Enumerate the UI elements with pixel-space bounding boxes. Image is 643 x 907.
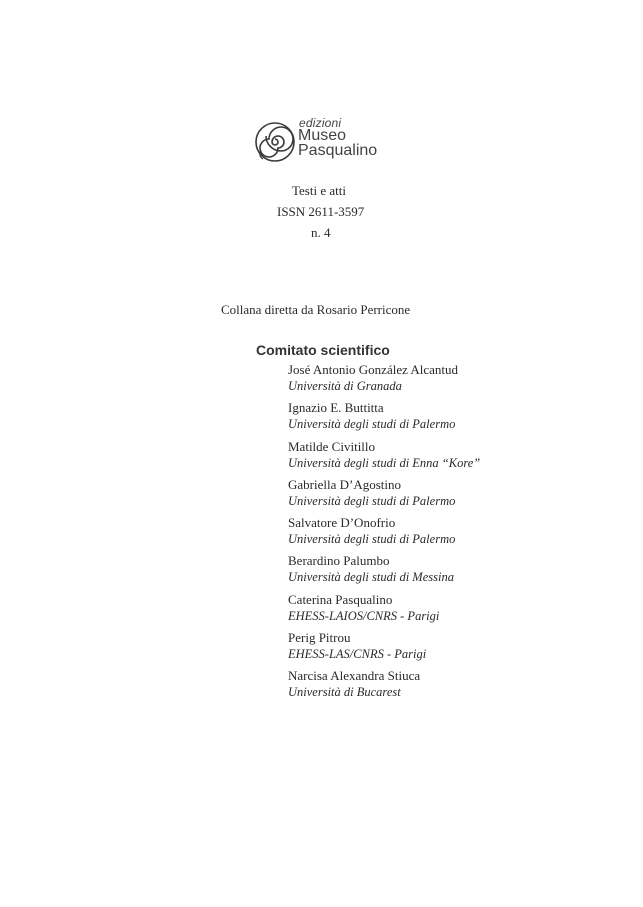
series-name: Testi e atti	[292, 183, 346, 198]
committee-member	[288, 552, 480, 590]
member-affiliation: Università degli studi di Messina	[288, 570, 454, 585]
committee-member	[288, 514, 480, 552]
committee-title: Comitato scientifico	[256, 342, 390, 358]
member-name: José Antonio González Alcantud	[288, 362, 459, 377]
member-affiliation: Università di Bucarest	[288, 685, 401, 700]
committee-member	[288, 438, 480, 476]
member-affiliation: Università di Granada	[288, 379, 402, 393]
committee-member	[288, 399, 480, 437]
member-name: Salvatore D’Onofrio	[288, 515, 396, 531]
committee-member	[288, 591, 480, 629]
series-number: n. 4	[311, 225, 331, 240]
publisher-edizioni: edizioni	[299, 116, 342, 130]
series-director: Collana diretta da Rosario Perricone	[221, 302, 411, 317]
publisher-name-line1: Museo	[298, 127, 347, 144]
member-affiliation: EHESS-LAS/CNRS - Parigi	[288, 647, 427, 662]
member-affiliation: Università degli studi di Palermo	[288, 417, 456, 432]
member-name: Perig Pitrou	[288, 630, 351, 646]
committee-members-list	[288, 361, 480, 706]
committee-member	[288, 667, 480, 705]
spiral-logo-icon	[253, 120, 297, 164]
series-issn: ISSN 2611-3597	[277, 204, 365, 219]
publisher-logo	[253, 116, 393, 166]
committee-member	[288, 361, 480, 399]
member-name: Gabriella D’Agostino	[288, 476, 402, 492]
member-affiliation: Università degli studi di Enna “Kore”	[288, 455, 481, 470]
member-affiliation: EHESS-LAIOS/CNRS - Parigi	[288, 608, 440, 623]
member-affiliation: Università degli studi di Palermo	[288, 532, 456, 547]
committee-member	[288, 476, 480, 514]
committee-member	[288, 629, 480, 667]
member-name: Matilde Civitillo	[288, 438, 376, 454]
member-name: Ignazio E. Buttitta	[288, 400, 384, 416]
member-name: Narcisa Alexandra Stiuca	[288, 668, 421, 684]
publisher-name-line2: Pasqualino	[298, 142, 378, 159]
member-affiliation: Università degli studi di Palermo	[288, 493, 456, 508]
member-name: Berardino Palumbo	[288, 553, 390, 569]
member-name: Caterina Pasqualino	[288, 591, 393, 607]
